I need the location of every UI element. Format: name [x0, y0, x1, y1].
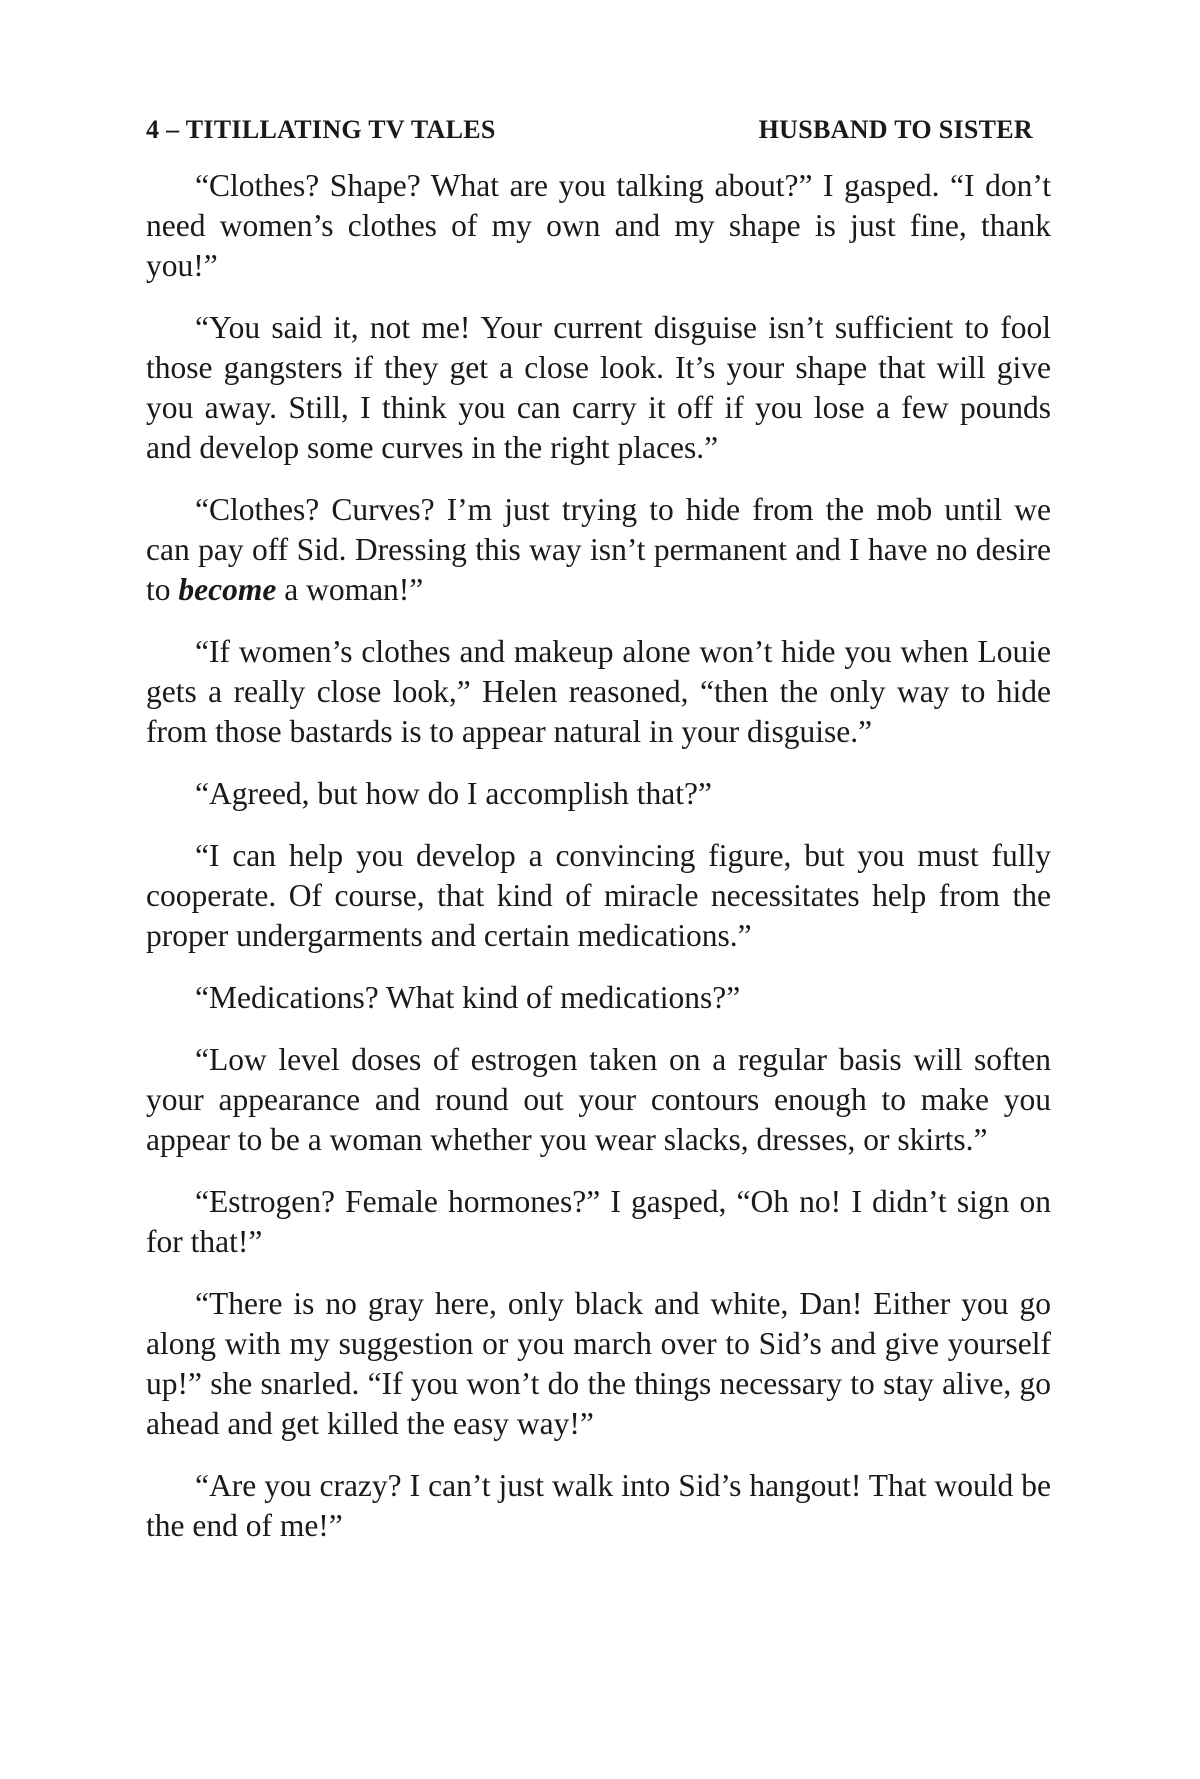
- paragraph-text: “Clothes? Curves? I’m just trying to hide from the mob until we can pay off Sid. Dressing this way isn’t permanent and I have no desire to: [146, 492, 1051, 607]
- paragraph: “Clothes? Shape? What are you talking about?” I gasped. “I don’t need women’s clothes of my own and my shape is just fine, thank you!”: [146, 168, 1051, 283]
- paragraph: “Agreed, but how do I accomplish that?”: [195, 776, 712, 811]
- body-text: [146, 166, 1051, 1546]
- paragraph: “Estrogen? Female hormones?” I gasped, “Oh no! I didn’t sign on for that!”: [146, 1184, 1051, 1259]
- paragraph: “Medications? What kind of medications?”: [195, 980, 741, 1015]
- paragraph: “There is no gray here, only black and white, Dan! Either you go along with my suggestion or you march over to Sid’s and give yourself up!” she snarled. “If you won’t do the things necessary to stay alive, go ahead and get killed the easy way!”: [146, 1286, 1051, 1441]
- paragraph: “If women’s clothes and makeup alone won’t hide you when Louie gets a really close look,” Helen reasoned, “then the only way to hide from those bastards is to appear natural in your disguise.”: [146, 634, 1051, 749]
- paragraph: [146, 490, 1051, 610]
- paragraph: “You said it, not me! Your current disguise isn’t sufficient to fool those gangsters if they get a close look. It’s your shape that will give you away. Still, I think you can carry it off if you lose a few pounds and develop some curves in the right places.”: [146, 310, 1051, 465]
- emphasized-word: become: [178, 572, 277, 607]
- running-header-right: HUSBAND TO SISTER: [758, 115, 1033, 144]
- paragraph: “Are you crazy? I can’t just walk into Sid’s hangout! That would be the end of me!”: [146, 1468, 1051, 1543]
- paragraph: “I can help you develop a convincing figure, but you must fully cooperate. Of course, that kind of miracle necessitates help from the proper undergarments and certain medications.”: [146, 838, 1051, 953]
- paragraph-text: a woman!”: [276, 572, 424, 607]
- book-page: [146, 108, 1051, 1568]
- paragraph: “Low level doses of estrogen taken on a regular basis will soften your appearance and round out your contours enough to make you appear to be a woman whether you wear slacks, dresses, or skirts.”: [146, 1042, 1051, 1157]
- running-header: [146, 108, 1051, 152]
- running-header-left: 4 – TITILLATING TV TALES: [146, 115, 496, 144]
